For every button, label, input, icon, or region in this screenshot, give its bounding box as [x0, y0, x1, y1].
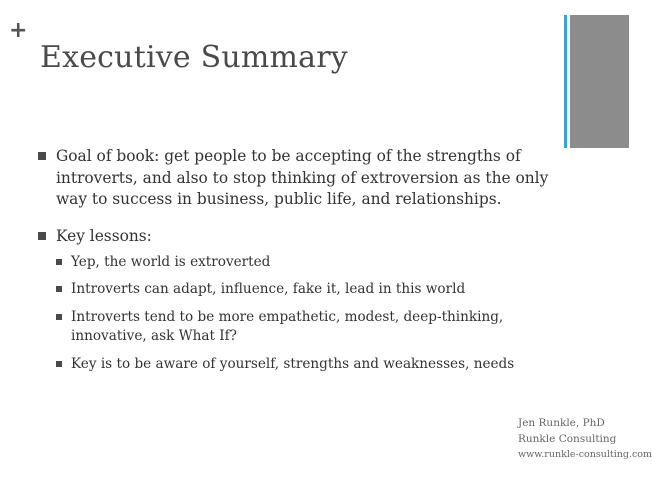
slide-content — [38, 142, 558, 382]
author-name: Jen Runkle, PhD — [518, 417, 605, 429]
author-company: Runkle Consulting — [518, 433, 617, 445]
square-bullet-icon — [56, 286, 62, 292]
sub-bullet — [56, 355, 558, 374]
sub-bullet-text: Introverts can adapt, influence, fake it, lead in this world — [71, 281, 466, 298]
accent-bar-gray — [570, 15, 629, 148]
plus-mark: + — [9, 18, 28, 43]
bullet-goal — [38, 146, 558, 211]
key-lessons-list — [56, 253, 558, 374]
sub-bullet-text: Introverts tend to be more empathetic, modest, deep-thinking, innovative, ask What If? — [71, 308, 504, 345]
author-url: www.runkle-consulting.com — [518, 449, 652, 460]
sub-bullet — [56, 253, 558, 272]
sub-bullet — [56, 308, 558, 347]
bullet-goal-text: Goal of book: get people to be accepting of the strengths of introverts, and also to stop thinking of extroversion as the only way to success in business, public life, and relationships. — [56, 147, 549, 208]
square-bullet-icon — [56, 314, 62, 320]
bullet-key-lessons — [38, 226, 558, 248]
slide-title: Executive Summary — [40, 40, 348, 75]
sub-bullet-text: Key is to be aware of yourself, strengths and weaknesses, needs — [71, 355, 515, 372]
square-bullet-icon — [38, 152, 46, 160]
bullet-key-lessons-text: Key lessons: — [56, 226, 152, 245]
square-bullet-icon — [56, 361, 62, 367]
author-credit — [518, 415, 652, 463]
sub-bullet — [56, 280, 558, 299]
square-bullet-icon — [56, 259, 62, 265]
square-bullet-icon — [38, 232, 46, 240]
accent-bar-blue — [564, 15, 567, 148]
sub-bullet-text: Yep, the world is extroverted — [71, 254, 271, 270]
